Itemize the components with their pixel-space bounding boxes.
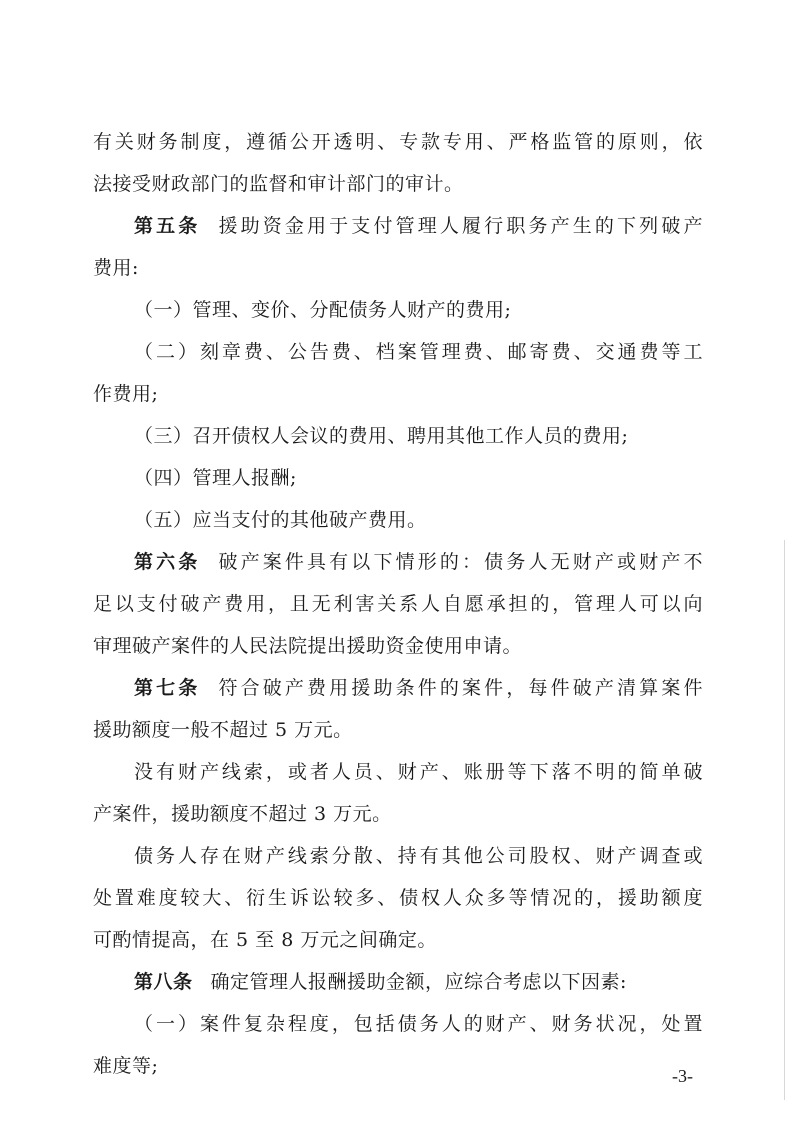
list-item-1: （一）管理、变价、分配债务人财产的费用; xyxy=(134,299,512,321)
article-7-title: 第七条 xyxy=(134,677,201,699)
article-8-text: 确定管理人报酬援助金额，应综合考虑以下因素: xyxy=(210,971,627,993)
article-5-text: 援助资金用于支付管理人履行职务产生的下列破产 xyxy=(218,215,703,237)
list-item-5: （五）应当支付的其他破产费用。 xyxy=(134,509,427,531)
paragraph-line: 作费用; xyxy=(93,383,159,405)
paragraph-line: 援助额度一般不超过 5 万元。 xyxy=(93,719,353,741)
paragraph-line: 足以支付破产费用，且无利害关系人自愿承担的，管理人可以向 xyxy=(93,593,703,615)
list-item-2: （二）刻章费、公告费、档案管理费、邮寄费、交通费等工 xyxy=(134,341,703,363)
paragraph-line: 没有财产线索，或者人员、财产、账册等下落不明的简单破 xyxy=(134,761,703,783)
paragraph-line: 可酌情提高，在 5 至 8 万元之间确定。 xyxy=(93,929,437,951)
article-5-line xyxy=(134,208,703,244)
paragraph-line: 法接受财政部门的监督和审计部门的审计。 xyxy=(93,173,464,195)
list-item-3: （三）召开债权人会议的费用、聘用其他工作人员的费用; xyxy=(134,425,629,447)
list-item-4: （四）管理人报酬; xyxy=(134,467,297,489)
paragraph-line: 审理破产案件的人民法院提出援助资金使用申请。 xyxy=(93,635,523,657)
paragraph-line: 费用: xyxy=(93,257,139,279)
paragraph-line: 难度等; xyxy=(93,1055,159,1077)
paragraph-line: 债务人存在财产线索分散、持有其他公司股权、财产调查或 xyxy=(134,845,703,867)
article-7-text: 符合破产费用援助条件的案件，每件破产清算案件 xyxy=(218,677,703,699)
article-7-line xyxy=(134,670,703,706)
article-8-line xyxy=(134,964,703,1000)
article-6-title: 第六条 xyxy=(134,551,201,573)
paragraph-line: 有关财务制度，遵循公开透明、专款专用、严格监管的原则，依 xyxy=(93,131,703,153)
article-6-text: 破产案件具有以下情形的：债务人无财产或财产不 xyxy=(218,551,703,573)
paragraph-line: 产案件，援助额度不超过 3 万元。 xyxy=(93,803,392,825)
article-5-title: 第五条 xyxy=(134,215,201,237)
paragraph-line: 处置难度较大、衍生诉讼较多、债权人众多等情况的，援助额度 xyxy=(93,887,703,909)
article-8-title: 第八条 xyxy=(134,971,193,993)
article-6-line xyxy=(134,544,703,580)
page-number: -3- xyxy=(672,1066,693,1086)
scan-edge xyxy=(784,540,785,1100)
article-8-item-1: （一）案件复杂程度，包括债务人的财产、财务状况，处置 xyxy=(134,1013,703,1035)
